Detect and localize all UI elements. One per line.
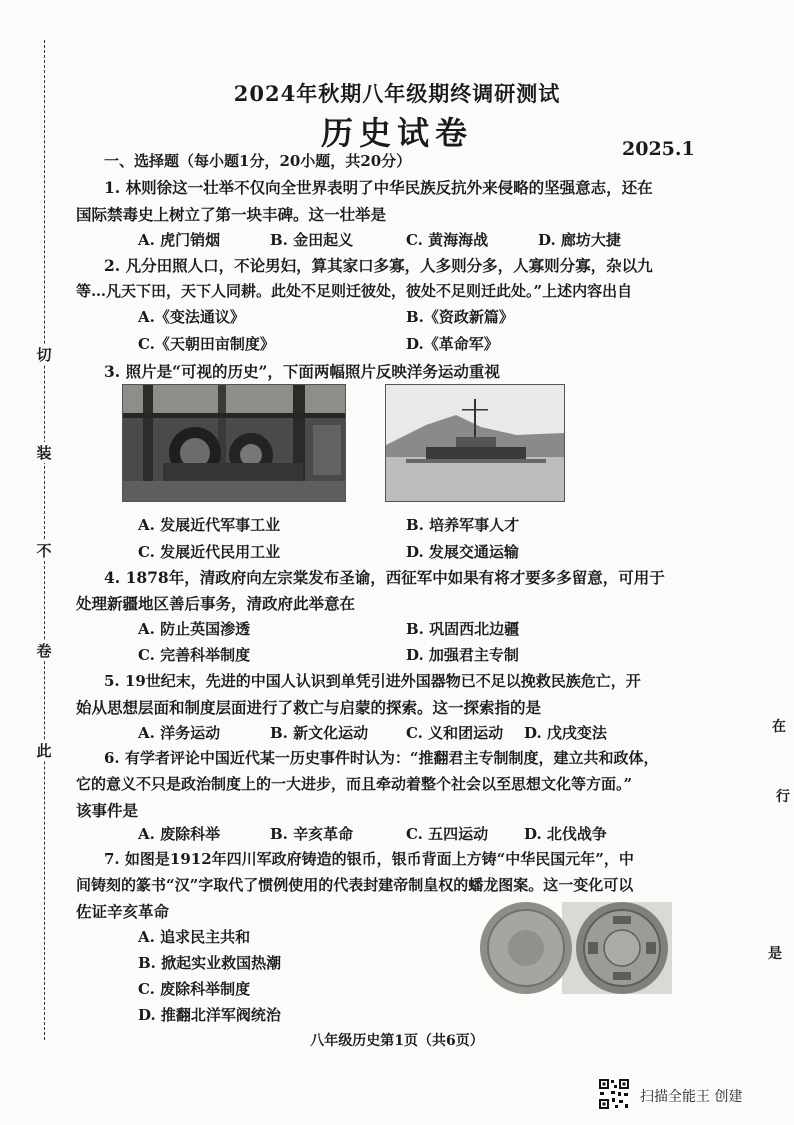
qr-code-icon (598, 1078, 630, 1110)
q3-option-d[interactable]: D. 发展交通运输 (406, 543, 519, 561)
q1-option-b[interactable]: B. 金田起义 (270, 231, 354, 249)
q5-option-d[interactable]: D. 戊戌变法 (524, 724, 607, 742)
q4-option-d[interactable]: D. 加强君主专制 (406, 646, 519, 664)
q6-option-a[interactable]: A. 废除科举 (138, 825, 221, 843)
q6-option-c[interactable]: C. 五四运动 (406, 825, 489, 843)
q5-option-c[interactable]: C. 义和团运动 (406, 724, 504, 742)
q3-stem-line-1: 3. 照片是“可视的历史”，下面两幅照片反映洋务运动重视 (104, 362, 500, 381)
q4-stem-line-1: 4. 1878年，清政府向左宗棠发布圣谕，西征军中如果有将才要多多留意，可用于 (104, 568, 665, 587)
q7-option-d[interactable]: D. 推翻北洋军阀统治 (138, 1006, 281, 1024)
q6-stem-line-2: 它的意义不只是政治制度上的一大进步，而且牵动着整个社会以至思想文化等方面。” (76, 775, 633, 793)
q1-stem-line-2: 国际禁毒史上树立了第一块丰碑。这一壮举是 (76, 205, 387, 224)
q4-stem-line-2: 处理新疆地区善后事务，清政府此举意在 (76, 594, 356, 613)
q7-option-b[interactable]: B. 掀起实业救国热潮 (138, 954, 282, 972)
q3-option-b[interactable]: B. 培养军事人才 (406, 516, 520, 534)
q7-stem-line-3: 佐证辛亥革命 (76, 902, 170, 921)
q5-option-b[interactable]: B. 新文化运动 (270, 724, 369, 742)
q5-stem-line-2: 始从思想层面和制度层面进行了救亡与启蒙的探索。这一探索指的是 (76, 698, 542, 717)
exam-title: 2024年秋期八年级期终调研测试 (233, 81, 561, 106)
q4-option-a[interactable]: A. 防止英国渗透 (138, 620, 251, 638)
silver-coins-image (476, 896, 672, 1000)
q2-stem-line-2: 等…凡天下田，天下人同耕。此处不足则迁彼处，彼处不足则迁此处。”上述内容出自 (76, 282, 633, 300)
side-mark-2: 行 (776, 789, 790, 805)
q2-stem-line-1: 2. 凡分田照人口，不论男妇，算其家口多寡，人多则分多，人寡则分寡，杂以九 (104, 256, 653, 275)
q3-option-a[interactable]: A. 发展近代军事工业 (138, 516, 281, 534)
q6-option-b[interactable]: B. 辛亥革命 (270, 825, 354, 843)
q1-option-d[interactable]: D. 廊坊大捷 (538, 231, 621, 249)
binding-char-qie: 切 (31, 344, 57, 365)
exam-subtitle: 历史试卷 (320, 114, 473, 152)
q2-option-d[interactable]: D.《革命军》 (406, 335, 499, 353)
binding-char-zhuang: 装 (31, 442, 57, 463)
scanner-watermark: 扫描全能王 创建 (640, 1089, 743, 1105)
exam-date: 2025.1 (622, 138, 695, 160)
section-heading: 一、选择题（每小题1分，20小题，共20分） (104, 152, 412, 170)
warship-photo (385, 384, 565, 502)
q2-option-a[interactable]: A.《变法通议》 (138, 308, 245, 326)
binding-char-ci: 此 (31, 740, 57, 761)
q1-stem-line-1: 1. 林则徐这一壮举不仅向全世界表明了中华民族反抗外来侵略的坚强意志，还在 (104, 178, 653, 197)
q6-option-d[interactable]: D. 北伐战争 (524, 825, 607, 843)
q7-stem-line-2: 间铸刻的篆书“汉”字取代了惯例使用的代表封建帝制皇权的蟠龙图案。这一变化可以 (76, 876, 634, 894)
binding-char-juan: 卷 (31, 640, 57, 661)
q6-stem-line-3: 该事件是 (76, 801, 139, 820)
q7-option-a[interactable]: A. 追求民主共和 (138, 928, 251, 946)
q2-option-b[interactable]: B.《资政新篇》 (406, 308, 514, 326)
q3-option-c[interactable]: C. 发展近代民用工业 (138, 543, 281, 561)
side-mark-3: 是 (768, 946, 782, 962)
q2-option-c[interactable]: C.《天朝田亩制度》 (138, 335, 275, 353)
q6-stem-line-1: 6. 有学者评论中国近代某一历史事件时认为：“推翻君主专制制度，建立共和政体， (104, 749, 659, 767)
q4-option-c[interactable]: C. 完善科举制度 (138, 646, 251, 664)
q1-option-a[interactable]: A. 虎门销烟 (138, 231, 221, 249)
binding-char-bu: 不 (31, 540, 57, 561)
q5-stem-line-1: 5. 19世纪末，先进的中国人认识到单凭引进外国器物已不足以挽救民族危亡，开 (104, 672, 641, 690)
q5-option-a[interactable]: A. 洋务运动 (138, 724, 221, 742)
q4-option-b[interactable]: B. 巩固西北边疆 (406, 620, 520, 638)
q7-option-c[interactable]: C. 废除科举制度 (138, 980, 251, 998)
q7-stem-line-1: 7. 如图是1912年四川军政府铸造的银币，银币背面上方铸“中华民国元年”，中 (104, 850, 634, 868)
q1-option-c[interactable]: C. 黄海海战 (406, 231, 489, 249)
page-footer: 八年级历史第1页（共6页） (310, 1033, 484, 1049)
factory-photo (122, 384, 346, 502)
side-mark-1: 在 (772, 719, 786, 735)
